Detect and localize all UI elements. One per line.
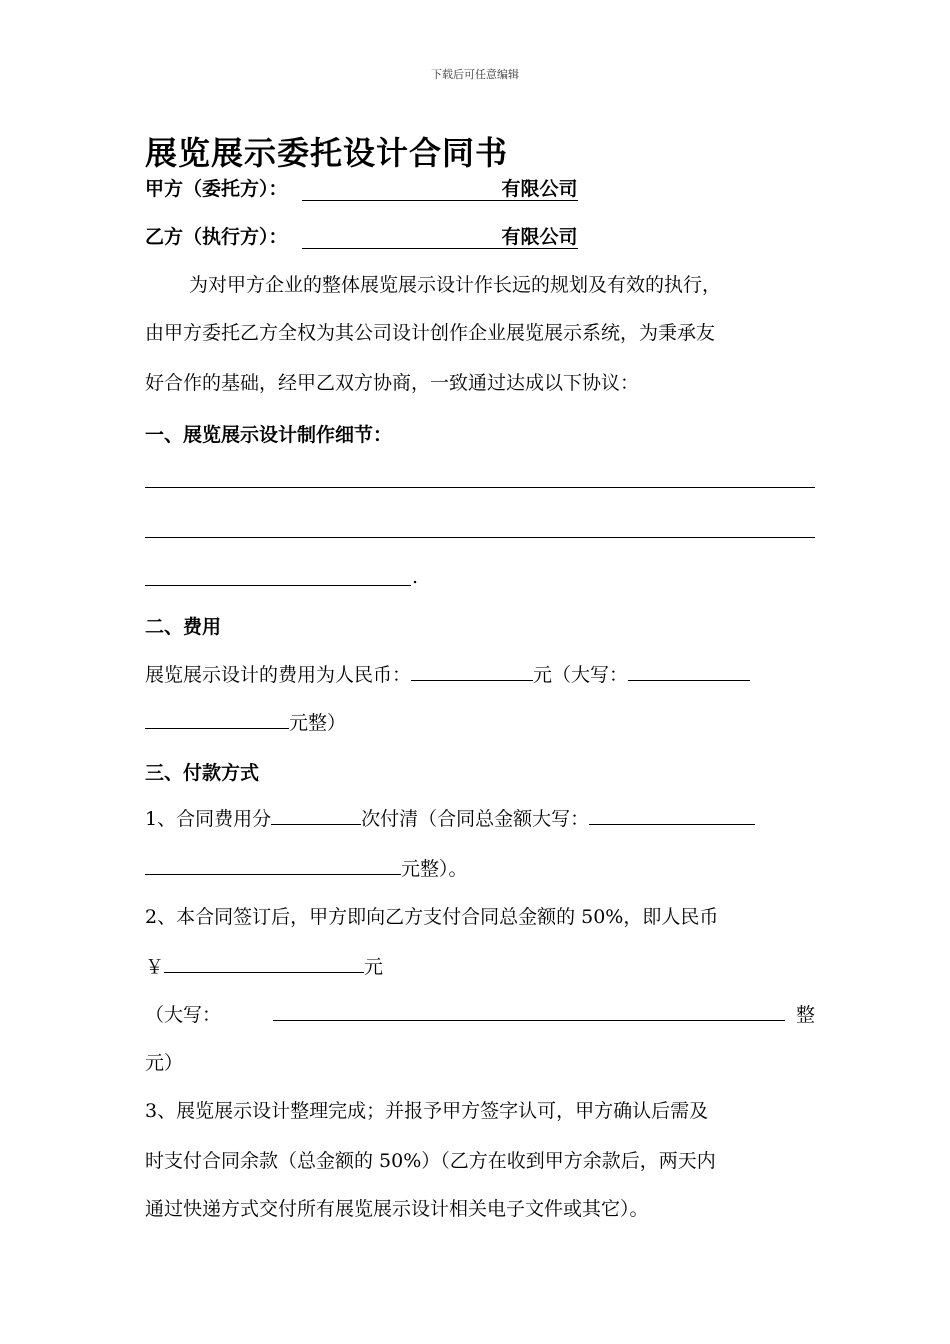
daxie-char-2: 写 bbox=[183, 1004, 203, 1026]
payment-item-1 bbox=[145, 804, 815, 831]
yen-sign: ￥ bbox=[145, 956, 165, 978]
page-header-note: 下载后可任意编辑 bbox=[431, 68, 519, 81]
payment-item-2-line-2 bbox=[145, 952, 815, 979]
payment-item-1-mid: 次付清（合同总金额大写： bbox=[361, 808, 590, 830]
fee-amount-blank bbox=[411, 661, 533, 681]
daxie-label-group bbox=[145, 1000, 241, 1027]
party-b-label: 乙方（执行方）： bbox=[145, 226, 288, 248]
intro-line-2: 由甲方委托乙方全权为其公司设计创作企业展览展示系统，为秉承友 bbox=[145, 322, 716, 344]
payment-item-2-line-1: 2、本合同签订后，甲方即向乙方支付合同总金额的 50%，即人民币 bbox=[145, 906, 719, 928]
daxie-open-paren: （ bbox=[145, 1004, 165, 1026]
first-payment-daxie-blank bbox=[273, 1001, 785, 1021]
payment-times-blank bbox=[271, 805, 361, 825]
section-1-heading: 一、展览展示设计制作细节： bbox=[145, 424, 393, 446]
party-a-label: 甲方（委托方）： bbox=[145, 178, 288, 200]
intro-line-1: 为对甲方企业的整体展览展示设计作长远的规划及有效的执行， bbox=[189, 274, 722, 296]
payment-item-3-line-1: 3、展览展示设计整理完成；并报予甲方签字认可，甲方确认后需及 bbox=[145, 1100, 709, 1122]
section-3-heading: 三、付款方式 bbox=[145, 762, 260, 784]
payment-item-1-cont bbox=[145, 854, 815, 881]
fee-label: 展览展示设计的费用为人民币： bbox=[145, 664, 412, 686]
daxie-colon: ： bbox=[202, 1004, 222, 1026]
fee-line-1 bbox=[145, 660, 815, 687]
detail-blank-line-3 bbox=[145, 585, 411, 586]
fee-line-2 bbox=[145, 708, 815, 735]
party-b-suffix: 有限公司 bbox=[501, 226, 578, 248]
payment-item-3-line-2: 时支付合同余款（总金额的 50%）（乙方在收到甲方余款后，两天内 bbox=[145, 1150, 716, 1172]
fee-daxie-label: 元（大写： bbox=[533, 664, 629, 686]
document-title: 展览展示委托设计合同书 bbox=[145, 134, 509, 172]
party-b-name-blank bbox=[302, 228, 502, 249]
party-a-line bbox=[145, 174, 578, 201]
party-a-name-blank bbox=[302, 180, 502, 201]
payment-item-3-line-3: 通过快递方式交付所有展览展示设计相关电子文件或其它）。 bbox=[145, 1198, 649, 1220]
section-2-heading: 二、费用 bbox=[145, 616, 222, 638]
party-b-line bbox=[145, 222, 578, 249]
first-payment-yuan: 元 bbox=[364, 956, 384, 978]
intro-line-3: 好合作的基础，经甲乙双方协商，一致通过达成以下协议： bbox=[145, 372, 640, 394]
daxie-char-1: 大 bbox=[164, 1004, 184, 1026]
payment-item-2-line-4: 元） bbox=[145, 1052, 184, 1074]
payment-item-2-line-3 bbox=[145, 1000, 815, 1027]
payment-item-1-label: 1、合同费用分 bbox=[145, 808, 272, 830]
payment-total-daxie-blank bbox=[589, 805, 755, 825]
detail-end-mark: . bbox=[412, 566, 419, 588]
detail-blank-line-2 bbox=[145, 537, 815, 538]
fee-daxie-blank bbox=[628, 661, 750, 681]
first-payment-amount-blank bbox=[164, 953, 364, 973]
party-a-suffix: 有限公司 bbox=[501, 178, 578, 200]
zheng-char: 整 bbox=[795, 1004, 815, 1026]
fee-daxie-blank-cont bbox=[145, 709, 289, 729]
detail-blank-line-1 bbox=[145, 487, 815, 488]
payment-item-1-end: 元整）。 bbox=[401, 858, 468, 880]
payment-total-daxie-blank-cont bbox=[145, 855, 401, 875]
fee-line-2-end: 元整） bbox=[289, 712, 347, 734]
